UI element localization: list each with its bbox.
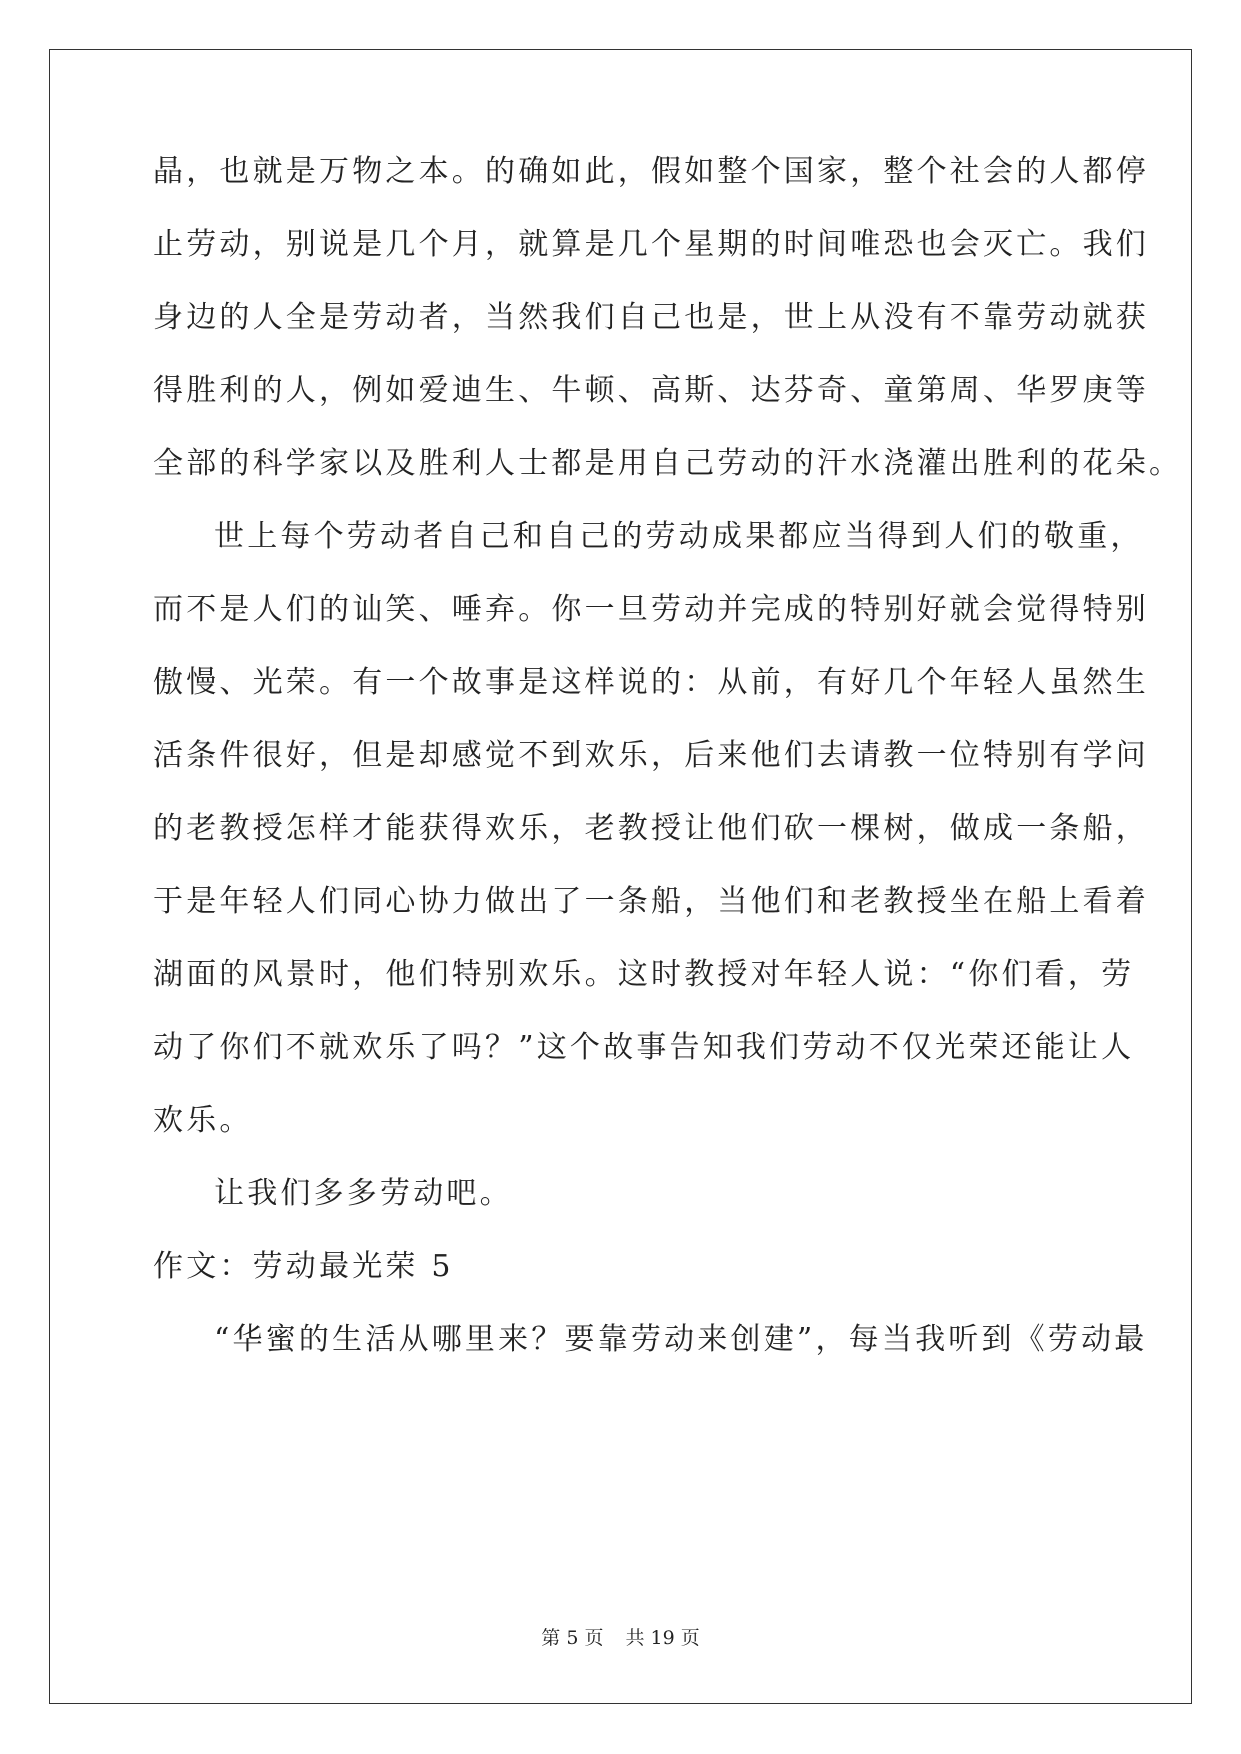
paragraph-first-line: “华蜜的生活从哪里来？要靠劳动来创建”，每当我听到《劳动最: [214, 1322, 1148, 1357]
text-line: 而不是人们的讪笑、唾弃。你一旦劳动并完成的特别好就会觉得特别: [153, 592, 1149, 627]
text-line: 于是年轻人们同心协力做出了一条船，当他们和老教授坐在船上看着: [153, 884, 1149, 919]
page-number: 第 5 页: [541, 1627, 604, 1649]
text-line: 傲慢、光荣。有一个故事是这样说的：从前，有好几个年轻人虽然生: [153, 665, 1149, 700]
section-heading: 作文：劳动最光荣 5: [153, 1249, 454, 1284]
text-line: 得胜利的人，例如爱迪生、牛顿、高斯、达芬奇、童第周、华罗庚等: [153, 373, 1149, 408]
paragraph-first-line: 让我们多多劳动吧。: [214, 1176, 513, 1211]
text-line: 身边的人全是劳动者，当然我们自己也是，世上从没有不靠劳动就获: [153, 300, 1149, 335]
text-line: 止劳动，别说是几个月，就算是几个星期的时间唯恐也会灭亡。我们: [153, 227, 1149, 262]
text-line: 晶，也就是万物之本。的确如此，假如整个国家，整个社会的人都停: [153, 154, 1149, 189]
text-line: 欢乐。: [153, 1103, 253, 1138]
page-total: 共 19 页: [625, 1627, 700, 1649]
text-line: 活条件很好，但是却感觉不到欢乐，后来他们去请教一位特别有学问: [153, 738, 1149, 773]
text-line: 湖面的风景时，他们特别欢乐。这时教授对年轻人说：“你们看，劳: [153, 957, 1135, 992]
page-footer: [0, 1626, 1241, 1650]
text-line: 全部的科学家以及胜利人士都是用自己劳动的汗水浇灌出胜利的花朵。: [153, 446, 1183, 481]
text-line: 的老教授怎样才能获得欢乐，老教授让他们砍一棵树，做成一条船，: [153, 811, 1149, 846]
paragraph-first-line: 世上每个劳动者自己和自己的劳动成果都应当得到人们的敬重，: [214, 519, 1144, 554]
text-line: 动了你们不就欢乐了吗？”这个故事告知我们劳动不仅光荣还能让人: [153, 1030, 1135, 1065]
